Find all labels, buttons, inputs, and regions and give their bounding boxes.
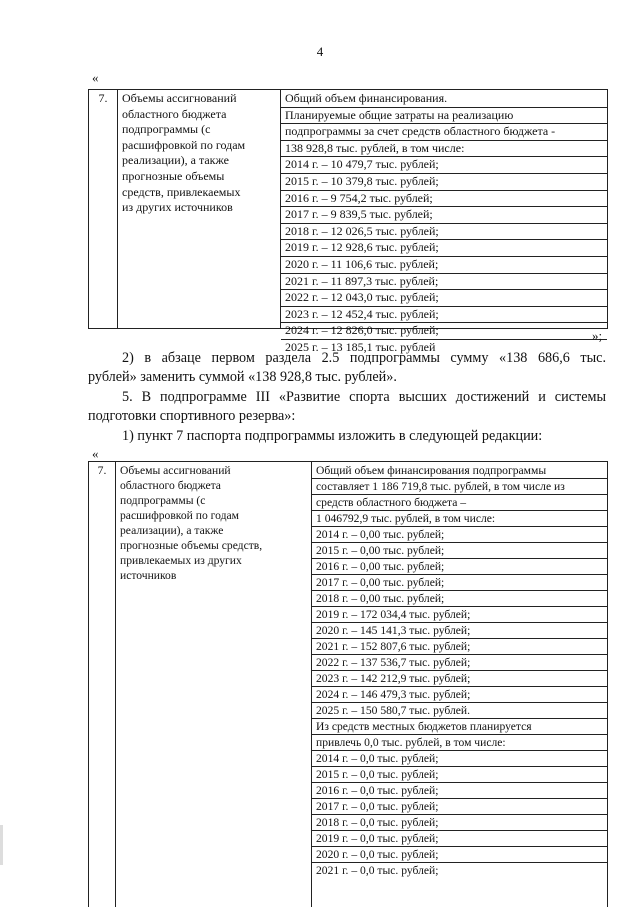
right-line: 2018 г. – 0,00 тыс. рублей; [312, 591, 607, 607]
paragraph-2-line-1: 2) в абзаце первом раздела 2.5 подпрограммы сумму «138 686,6 тыс. [122, 350, 606, 366]
left-line: расшифровкой по годам [120, 509, 239, 522]
left-line: из других источников [122, 200, 233, 215]
right-line: 2021 г. – 11 897,3 тыс. рублей; [281, 274, 607, 291]
right-line: 2016 г. – 0,00 тыс. рублей; [312, 559, 607, 575]
right-line: 2017 г. – 0,0 тыс. рублей; [312, 799, 607, 815]
right-line: 2020 г. – 11 106,6 тыс. рублей; [281, 257, 607, 274]
right-line: 2023 г. – 142 212,9 тыс. рублей; [312, 671, 607, 687]
row-number-cell [89, 90, 117, 328]
left-line: Объемы ассигнований [120, 464, 231, 477]
row-number: 7. [97, 464, 107, 477]
left-line: расшифровкой по годам [122, 137, 246, 152]
closing-quote: »; [592, 328, 603, 343]
paragraph-2-line-2: рублей» заменить суммой «138 928,8 тыс. рублей». [88, 369, 397, 385]
right-cell [311, 462, 607, 907]
left-line: Объемы ассигнований [122, 91, 237, 105]
row-number-cell [89, 462, 115, 907]
paragraph-5-line-2: подготовки спортивного резерва»: [88, 408, 296, 424]
left-line: подпрограммы (с [122, 122, 211, 137]
right-line: 2017 г. – 0,00 тыс. рублей; [312, 575, 607, 591]
right-line: Из средств местных бюджетов планируется [312, 719, 607, 735]
opening-quote: « [92, 70, 99, 85]
left-line: источников [120, 569, 177, 582]
left-cell [115, 462, 311, 907]
right-line: 2014 г. – 0,00 тыс. рублей; [312, 527, 607, 543]
right-line: 2018 г. – 12 026,5 тыс. рублей; [281, 224, 607, 241]
right-line: 2014 г. – 10 479,7 тыс. рублей; [281, 157, 607, 174]
right-line: 2021 г. – 0,0 тыс. рублей; [316, 864, 439, 877]
right-line: 2025 г. – 150 580,7 тыс. рублей. [312, 703, 607, 719]
right-line: 2025 г. – 13 185,1 тыс. рублей [285, 339, 436, 354]
right-line: 2015 г. – 0,00 тыс. рублей; [312, 543, 607, 559]
right-cell [280, 90, 607, 354]
paragraph-5-line-1: 5. В подпрограмме III «Развитие спорта высших достижений и системы [122, 389, 606, 405]
right-line: 2014 г. – 0,0 тыс. рублей; [312, 751, 607, 767]
right-line: 2022 г. – 12 043,0 тыс. рублей; [281, 290, 607, 307]
left-line: привлекаемых из других [120, 554, 242, 567]
right-line: составляет 1 186 719,8 тыс. рублей, в том числе из [312, 479, 607, 495]
right-line: 2019 г. – 172 034,4 тыс. рублей; [312, 607, 607, 623]
left-line: средств, привлекаемых [122, 184, 241, 199]
right-line: 2022 г. – 137 536,7 тыс. рублей; [312, 655, 607, 671]
passport-table-1 [88, 89, 608, 354]
opening-quote-2: « [92, 446, 99, 461]
left-line: областного бюджета [122, 106, 227, 121]
right-line: 2024 г. – 146 479,3 тыс. рублей; [312, 687, 607, 703]
right-line: 2015 г. – 0,0 тыс. рублей; [312, 767, 607, 783]
right-line: 2018 г. – 0,0 тыс. рублей; [312, 815, 607, 831]
right-line: 2017 г. – 9 839,5 тыс. рублей; [281, 207, 607, 224]
right-line: Общий объем финансирования. [281, 91, 607, 108]
right-line: 2021 г. – 152 807,6 тыс. рублей; [312, 639, 607, 655]
left-line: реализации), а также [122, 153, 229, 168]
right-line: 2019 г. – 12 928,6 тыс. рублей; [281, 240, 607, 257]
right-line: 2023 г. – 12 452,4 тыс. рублей; [281, 307, 607, 324]
row-number: 7. [98, 91, 108, 105]
left-line: реализации), а также [120, 524, 224, 537]
right-line: привлечь 0,0 тыс. рублей, в том числе: [312, 735, 607, 751]
left-line: прогнозные объемы средств, [120, 539, 263, 552]
left-line: областного бюджета [120, 479, 221, 492]
paragraph-1: 1) пункт 7 паспорта подпрограммы изложить в следующей редакции: [122, 428, 543, 444]
right-line: 2020 г. – 0,0 тыс. рублей; [312, 847, 607, 863]
passport-table-2 [88, 461, 608, 907]
right-line: 138 928,8 тыс. рублей, в том числе: [281, 141, 607, 158]
right-line: 1 046792,9 тыс. рублей, в том числе: [312, 511, 607, 527]
right-line: 2016 г. – 9 754,2 тыс. рублей; [281, 191, 607, 208]
right-line: средств областного бюджета – [312, 495, 607, 511]
right-line: Планируемые общие затраты на реализацию [281, 108, 607, 125]
right-line: 2019 г. – 0,0 тыс. рублей; [312, 831, 607, 847]
right-line: 2015 г. – 10 379,8 тыс. рублей; [281, 174, 607, 191]
right-line: 2016 г. – 0,0 тыс. рублей; [312, 783, 607, 799]
scan-edge-mark [0, 825, 3, 865]
page-number: 4 [316, 44, 324, 59]
left-cell [117, 90, 280, 328]
right-line: Общий объем финансирования подпрограммы [312, 463, 607, 479]
left-line: прогнозные объемы [122, 168, 225, 183]
right-line: подпрограммы за счет средств областного бюджета - [281, 124, 607, 141]
right-line: 2024 г. – 12 826,0 тыс. рублей; [281, 323, 607, 340]
left-line: подпрограммы (с [120, 494, 206, 507]
right-line: 2020 г. – 145 141,3 тыс. рублей; [312, 623, 607, 639]
